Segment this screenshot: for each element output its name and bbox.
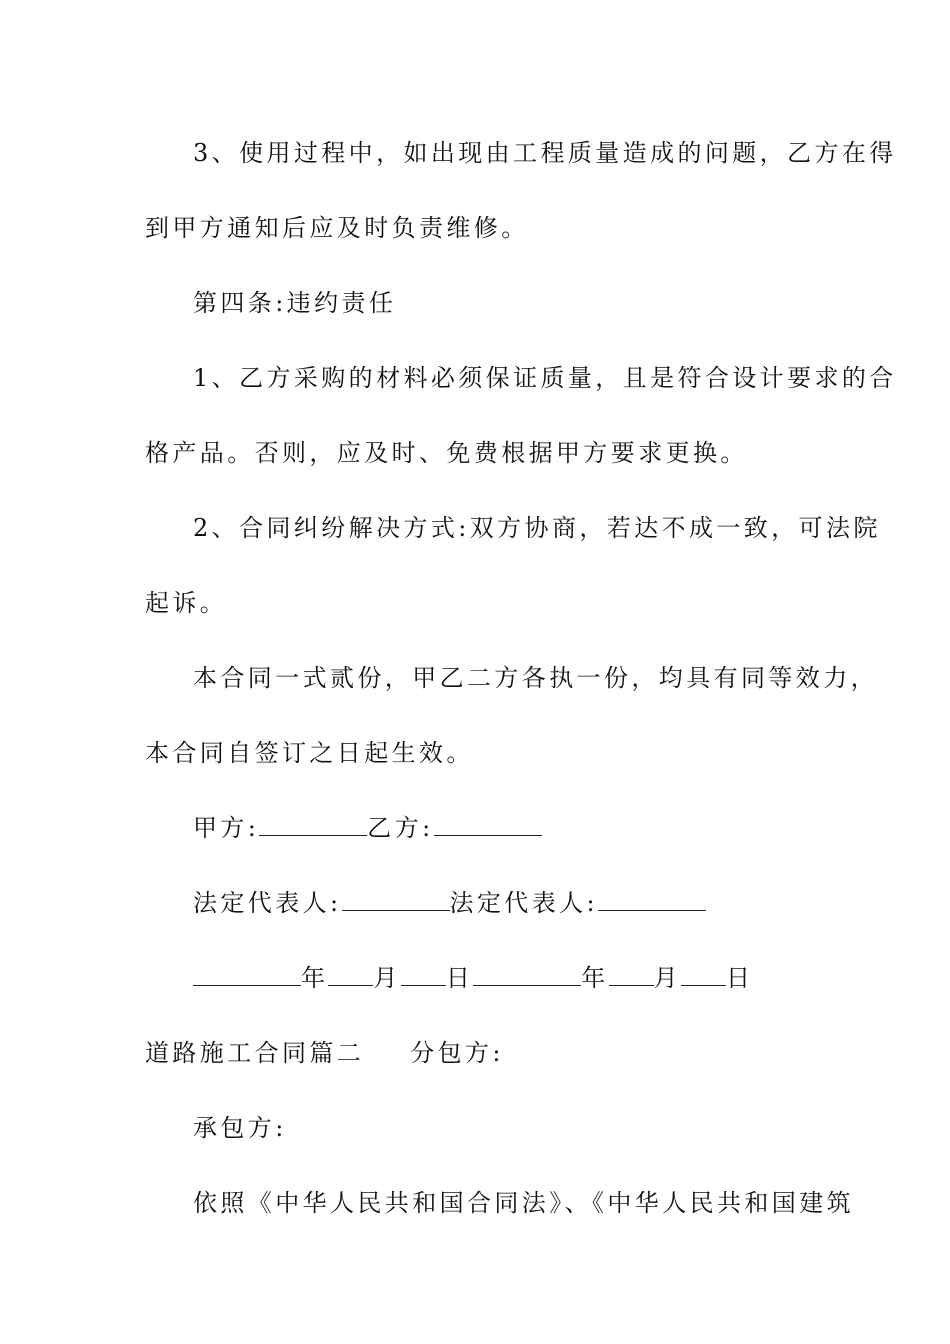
year-label: 年 xyxy=(301,964,329,992)
party-b-blank xyxy=(434,834,542,836)
paragraph-line: 本合同自签订之日起生效。 xyxy=(145,739,474,767)
party-a-blank xyxy=(259,834,367,836)
month-label: 月 xyxy=(373,964,401,992)
contractor-label: 承包方: xyxy=(193,1114,287,1142)
paragraph-line: 格产品。否则，应及时、免费根据甲方要求更换。 xyxy=(145,439,748,467)
day-b-blank xyxy=(681,984,726,986)
month-a-blank xyxy=(328,984,373,986)
paragraph-line: 到甲方通知后应及时负责维修。 xyxy=(145,214,529,242)
day-label: 日 xyxy=(726,964,754,992)
paragraph-line: 1、乙方采购的材料必须保证质量，且是符合设计要求的合 xyxy=(193,364,897,392)
section-title-line xyxy=(145,1038,845,1068)
rep-a-label: 法定代表人: xyxy=(193,889,342,917)
subcontractor-label: 分包方: xyxy=(410,1039,504,1067)
party-signature-line xyxy=(193,813,893,843)
paragraph-line: 依照《中华人民共和国合同法》、《中华人民共和国建筑 xyxy=(193,1189,854,1217)
paragraph-line: 起诉。 xyxy=(145,589,228,617)
paragraph-line: 2、合同纠纷解决方式:双方协商，若达不成一致，可法院 xyxy=(193,514,881,542)
paragraph-line: 本合同一式贰份，甲乙二方各执一份，均具有同等效力， xyxy=(193,664,878,692)
article-heading: 第四条:违约责任 xyxy=(193,289,397,317)
paragraph-line: 3、使用过程中，如出现由工程质量造成的问题，乙方在得 xyxy=(193,139,897,167)
month-b-blank xyxy=(609,984,654,986)
rep-b-label: 法定代表人: xyxy=(449,889,598,917)
month-label: 月 xyxy=(653,964,682,992)
year-label: 年 xyxy=(581,964,609,992)
day-a-blank xyxy=(401,984,446,986)
representative-signature-line xyxy=(193,888,893,918)
section-title: 道路施工合同篇二 xyxy=(145,1039,365,1067)
day-label: 日 xyxy=(445,964,474,992)
year-a-blank xyxy=(193,984,301,986)
year-b-blank xyxy=(473,984,581,986)
party-a-label: 甲方: xyxy=(193,814,260,842)
party-b-label: 乙方: xyxy=(367,814,434,842)
date-line xyxy=(193,963,893,993)
rep-b-blank xyxy=(598,909,706,911)
rep-a-blank xyxy=(342,909,450,911)
